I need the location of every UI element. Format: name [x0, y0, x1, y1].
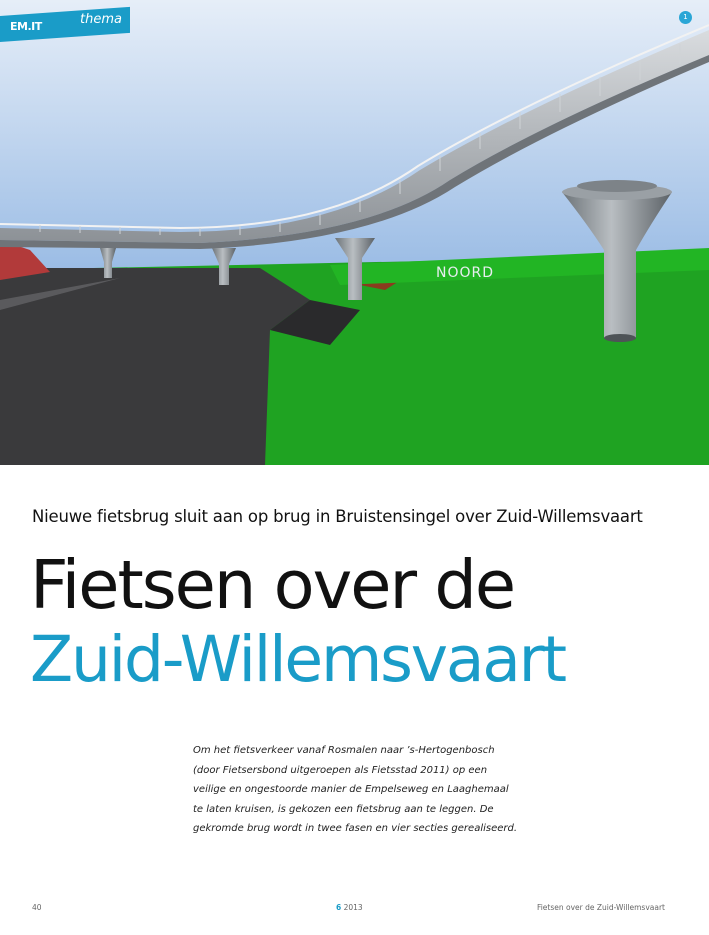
section-label: thema	[80, 11, 122, 27]
issue-number: 6	[336, 903, 342, 912]
lead-line: Om het fietsverkeer vanaf Rosmalen naar ’s-Hertogenbosch	[193, 745, 495, 756]
lead-line: (door Fietsersbond uitgeroepen als Fietsstad 2011) op een	[193, 764, 488, 776]
article-kicker: Nieuwe fietsbrug sluit aan op brug in Bruistensingel over Zuid-Willemsvaart	[32, 507, 643, 526]
bridge-render	[0, 0, 709, 465]
article-title-line1: Fietsen over de	[30, 546, 515, 624]
running-title: Fietsen over de Zuid-Willemsvaart	[536, 903, 665, 912]
section-logo: EM.IT	[10, 20, 42, 34]
issue-year: 2013	[343, 903, 363, 912]
page-marker-dot: 1	[679, 11, 692, 24]
lead-line: gekromde brug wordt in twee fasen en vier secties gerealiseerd.	[193, 823, 518, 835]
article-lead	[193, 741, 523, 839]
hero-render-image	[0, 0, 709, 465]
lead-line: te laten kruisen, is gekozen een fietsbrug aan te leggen. De	[193, 803, 494, 815]
lead-line: veilige en ongestoorde manier de Empelseweg en Laaghemaal	[193, 784, 509, 796]
page-number: 40	[32, 903, 42, 912]
article-title-line2: Zuid-Willemsvaart	[30, 623, 565, 696]
noord-sign: NOORD	[436, 265, 495, 281]
issue-info	[336, 903, 363, 912]
